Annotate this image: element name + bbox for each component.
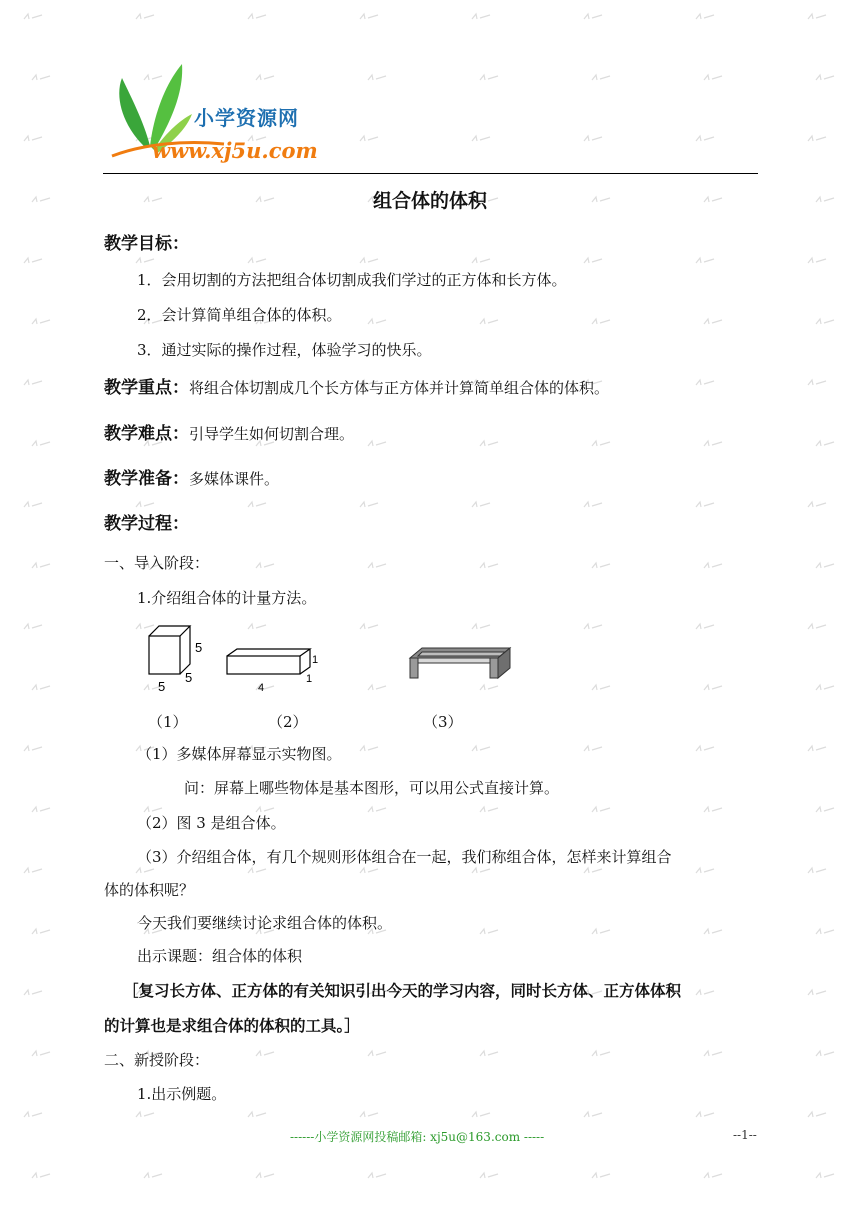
watermark-mark-icon xyxy=(590,437,612,449)
note-line-b: 的计算也是求组合体的体积的工具。］ xyxy=(104,1017,360,1035)
watermark-mark-icon xyxy=(358,498,380,510)
watermark-mark-icon xyxy=(806,620,828,632)
watermark-mark-icon xyxy=(806,254,828,266)
cube-label-bottom: 5 xyxy=(158,679,166,693)
site-logo xyxy=(104,58,334,170)
watermark-mark-icon xyxy=(694,498,716,510)
difficulty-label: 教学难点： xyxy=(104,424,189,444)
watermark-mark-icon xyxy=(694,10,716,22)
cube-label-depth: 5 xyxy=(185,670,193,685)
watermark-mark-icon xyxy=(30,315,52,327)
cuboid-label-width: 1 xyxy=(306,673,313,685)
watermark-mark-icon xyxy=(22,1108,44,1120)
prep-text: 多媒体课件。 xyxy=(189,470,280,488)
watermark-mark-icon xyxy=(366,1047,388,1059)
watermark-mark-icon xyxy=(694,986,716,998)
watermark-mark-icon xyxy=(22,864,44,876)
watermark-mark-icon xyxy=(806,742,828,754)
watermark-mark-icon xyxy=(470,10,492,22)
watermark-mark-icon xyxy=(702,681,724,693)
watermark-mark-icon xyxy=(814,437,836,449)
watermark-mark-icon xyxy=(470,254,492,266)
watermark-mark-icon xyxy=(590,803,612,815)
watermark-mark-icon xyxy=(478,71,500,83)
watermark-mark-icon xyxy=(254,1047,276,1059)
watermark-mark-icon xyxy=(22,132,44,144)
watermark-mark-icon xyxy=(702,1169,724,1181)
page-number: --1-- xyxy=(733,1128,757,1142)
watermark-mark-icon xyxy=(582,620,604,632)
watermark-mark-icon xyxy=(366,1169,388,1181)
watermark-mark-icon xyxy=(22,498,44,510)
cube-figure xyxy=(149,626,190,674)
watermark-mark-icon xyxy=(702,1047,724,1059)
watermark-mark-icon xyxy=(582,1108,604,1120)
difficulty-text: 引导学生如何切割合理。 xyxy=(189,425,355,443)
watermark-mark-icon xyxy=(470,498,492,510)
watermark-mark-icon xyxy=(22,254,44,266)
watermark-mark-icon xyxy=(806,132,828,144)
watermark-mark-icon xyxy=(254,1169,276,1181)
goal-item-1: 1．会用切割的方法把组合体切割成我们学过的正方体和长方体。 xyxy=(137,271,567,289)
logo-url: www.xj5u.com xyxy=(152,138,318,163)
watermark-mark-icon xyxy=(30,925,52,937)
difficulty-row xyxy=(104,424,354,444)
goal-item-3: 3．通过实际的操作过程，体验学习的快乐。 xyxy=(137,341,432,359)
cuboid-label-height: 1 xyxy=(312,654,319,666)
watermark-mark-icon xyxy=(246,254,268,266)
watermark-mark-icon xyxy=(358,132,380,144)
watermark-mark-icon xyxy=(702,559,724,571)
watermark-mark-icon xyxy=(806,986,828,998)
watermark-mark-icon xyxy=(358,1108,380,1120)
watermark-mark-icon xyxy=(30,559,52,571)
watermark-mark-icon xyxy=(806,376,828,388)
watermark-mark-icon xyxy=(134,10,156,22)
cuboid-label-length: 4 xyxy=(258,682,265,693)
watermark-mark-icon xyxy=(694,864,716,876)
watermark-mark-icon xyxy=(478,803,500,815)
watermark-mark-icon xyxy=(590,1169,612,1181)
watermark-mark-icon xyxy=(814,71,836,83)
stage1-sub: 1.介绍组合体的计量方法。 xyxy=(137,589,317,607)
watermark-mark-icon xyxy=(142,1169,164,1181)
watermark-mark-icon xyxy=(22,376,44,388)
watermark-mark-icon xyxy=(30,1047,52,1059)
watermark-mark-icon xyxy=(814,803,836,815)
prep-row xyxy=(104,469,279,489)
watermark-mark-icon xyxy=(134,1108,156,1120)
watermark-mark-icon xyxy=(254,559,276,571)
watermark-mark-icon xyxy=(366,559,388,571)
watermark-mark-icon xyxy=(590,559,612,571)
watermark-mark-icon xyxy=(358,742,380,754)
prep-label: 教学准备： xyxy=(104,469,189,489)
note-line-a: ［复习长方体、正方体的有关知识引出今天的学习内容，同时长方体、正方体体积 xyxy=(123,982,682,1000)
focus-text: 将组合体切割成几个长方体与正方体并计算简单组合体的体积。 xyxy=(189,379,610,397)
watermark-mark-icon xyxy=(694,254,716,266)
watermark-mark-icon xyxy=(30,437,52,449)
watermark-mark-icon xyxy=(702,71,724,83)
watermark-mark-icon xyxy=(246,498,268,510)
focus-label: 教学重点： xyxy=(104,378,189,398)
watermark-mark-icon xyxy=(582,742,604,754)
stage2-heading: 二、新授阶段： xyxy=(104,1051,210,1069)
watermark-mark-icon xyxy=(582,132,604,144)
watermark-mark-icon xyxy=(22,742,44,754)
watermark-mark-icon xyxy=(358,254,380,266)
watermark-mark-icon xyxy=(30,681,52,693)
watermark-mark-icon xyxy=(134,498,156,510)
watermark-mark-icon xyxy=(702,315,724,327)
watermark-mark-icon xyxy=(366,315,388,327)
para-6: 出示课题：组合体的体积 xyxy=(137,947,303,965)
watermark-mark-icon xyxy=(478,1169,500,1181)
watermark-mark-icon xyxy=(366,803,388,815)
watermark-mark-icon xyxy=(478,559,500,571)
watermark-mark-icon xyxy=(694,132,716,144)
watermark-mark-icon xyxy=(30,1169,52,1181)
para-2: 问：屏幕上哪些物体是基本图形，可以用公式直接计算。 xyxy=(184,779,560,797)
watermark-mark-icon xyxy=(470,742,492,754)
watermark-mark-icon xyxy=(246,10,268,22)
watermark-mark-icon xyxy=(814,1169,836,1181)
watermark-mark-icon xyxy=(590,1047,612,1059)
para-1: （1）多媒体屏幕显示实物图。 xyxy=(137,745,342,763)
watermark-mark-icon xyxy=(702,803,724,815)
watermark-mark-icon xyxy=(470,132,492,144)
watermark-mark-icon xyxy=(814,559,836,571)
logo-chinese-name: 小学资源网 xyxy=(194,106,299,130)
watermark-mark-icon xyxy=(22,10,44,22)
caption-3: （3） xyxy=(423,713,463,731)
watermark-mark-icon xyxy=(22,620,44,632)
watermark-mark-icon xyxy=(366,71,388,83)
caption-2: （2） xyxy=(268,713,308,731)
watermark-mark-icon xyxy=(582,10,604,22)
caption-1: （1） xyxy=(148,713,188,731)
stage1-heading: 一、导入阶段： xyxy=(104,554,210,572)
watermark-mark-icon xyxy=(694,1108,716,1120)
watermark-mark-icon xyxy=(806,864,828,876)
para-4a: （3）介绍组合体，有几个规则形体组合在一起，我们称组合体，怎样来计算组合 xyxy=(137,848,672,866)
cube-label-side: 5 xyxy=(195,640,203,655)
watermark-mark-icon xyxy=(694,376,716,388)
watermark-mark-icon xyxy=(814,315,836,327)
watermark-mark-icon xyxy=(246,1108,268,1120)
cuboid-figure xyxy=(227,649,310,674)
para-4b: 体的体积呢？ xyxy=(104,881,195,899)
document-title: 组合体的体积 xyxy=(372,190,487,212)
watermark-mark-icon xyxy=(590,71,612,83)
watermark-mark-icon xyxy=(478,925,500,937)
stage2-sub: 1.出示例题。 xyxy=(137,1085,227,1103)
watermark-mark-icon xyxy=(358,10,380,22)
header-rule xyxy=(103,173,758,174)
para-5: 今天我们要继续讨论求组合体的体积。 xyxy=(137,914,393,932)
footer-text: ------小学资源网投稿邮箱: xj5u@163.com ----- xyxy=(290,1130,545,1144)
watermark-mark-icon xyxy=(590,925,612,937)
watermark-mark-icon xyxy=(30,803,52,815)
focus-row xyxy=(104,378,609,398)
para-3: （2）图 3 是组合体。 xyxy=(137,814,286,832)
watermark-mark-icon xyxy=(702,437,724,449)
goal-item-2: 2．会计算简单组合体的体积。 xyxy=(137,306,342,324)
watermark-mark-icon xyxy=(22,986,44,998)
watermark-mark-icon xyxy=(478,315,500,327)
watermark-mark-icon xyxy=(694,620,716,632)
watermark-mark-icon xyxy=(590,681,612,693)
watermark-mark-icon xyxy=(478,1047,500,1059)
goals-heading: 教学目标： xyxy=(104,234,189,254)
watermark-mark-icon xyxy=(806,498,828,510)
process-heading: 教学过程： xyxy=(104,514,189,534)
watermark-mark-icon xyxy=(814,1047,836,1059)
watermark-mark-icon xyxy=(470,1108,492,1120)
watermark-mark-icon xyxy=(582,498,604,510)
watermark-mark-icon xyxy=(814,925,836,937)
watermark-mark-icon xyxy=(30,71,52,83)
composite-figure xyxy=(410,648,510,678)
watermark-mark-icon xyxy=(814,681,836,693)
watermark-mark-icon xyxy=(478,437,500,449)
watermark-mark-icon xyxy=(134,254,156,266)
watermark-mark-icon xyxy=(694,742,716,754)
watermark-mark-icon xyxy=(806,1108,828,1120)
shapes-figure xyxy=(140,618,540,693)
watermark-mark-icon xyxy=(702,925,724,937)
watermark-mark-icon xyxy=(590,315,612,327)
watermark-mark-icon xyxy=(806,10,828,22)
watermark-mark-icon xyxy=(366,437,388,449)
watermark-mark-icon xyxy=(582,254,604,266)
